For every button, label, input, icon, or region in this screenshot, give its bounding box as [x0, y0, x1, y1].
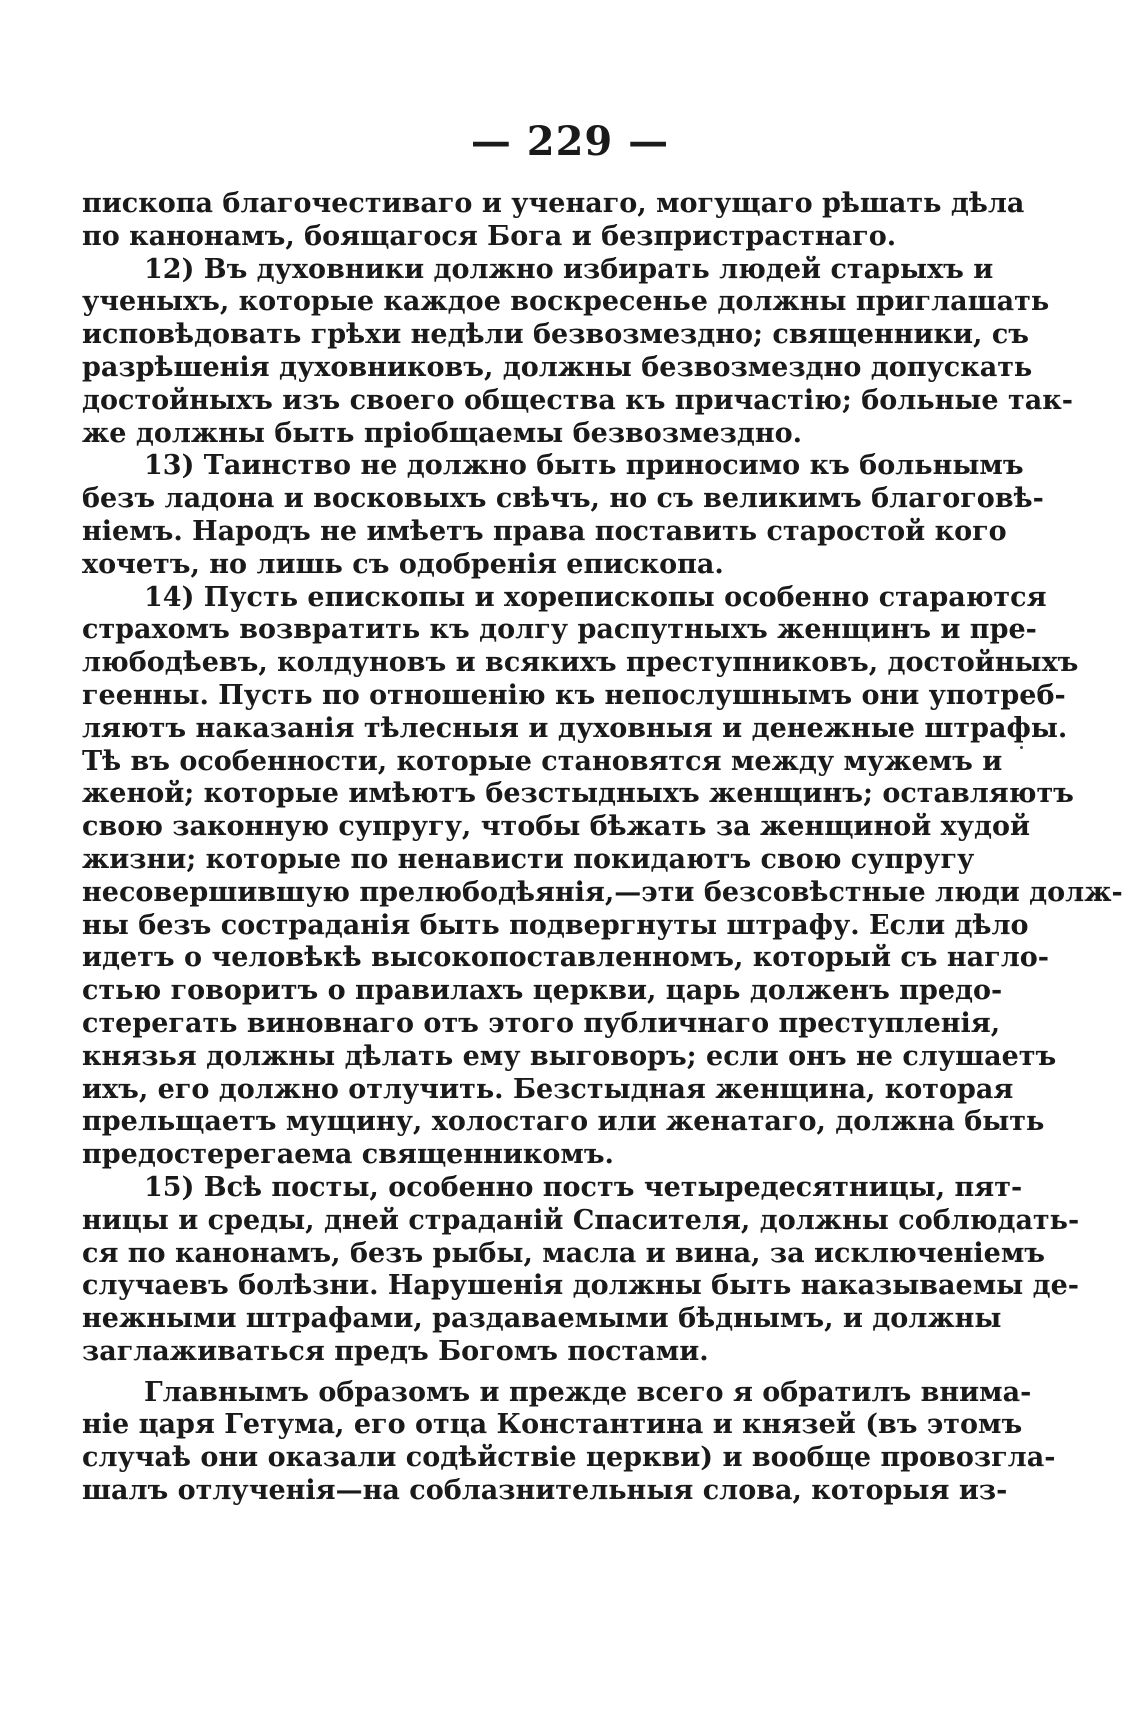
text-line: свою законную супругу, чтобы бѣжать за женщиной худой — [82, 811, 1031, 843]
text-line: предостерегаема священникомъ. — [82, 1139, 614, 1171]
text-line: случаевъ болѣзни. Нарушенія должны быть наказываемы де- — [82, 1270, 1079, 1302]
text-line: страхомъ возвратить къ долгу распутныхъ женщинъ и пре- — [82, 614, 1037, 646]
text-line: несовершившую прелюбодѣянія,—эти безсовѣстные люди долж- — [82, 876, 1123, 908]
body-text — [82, 188, 1123, 1508]
text-line: прельщаетъ мущину, холостаго или женатаго, должна быть — [82, 1106, 1045, 1138]
paragraph-spacer — [82, 1369, 908, 1377]
text-line: ны безъ состраданія быть подвергнуты штрафу. Если дѣло — [82, 909, 1029, 941]
text-line: же должны быть пріобщаемы безвозмездно. — [82, 417, 803, 449]
text-line: шалъ отлученія—на соблазнительныя слова, которыя из- — [82, 1475, 1008, 1507]
page-number: — 229 — — [470, 118, 670, 165]
text-line: ляютъ наказанія тѣлесныя и духовныя и денежные штрафы. — [82, 712, 1068, 744]
text-line: ся по канонамъ, безъ рыбы, масла и вина, за исключеніемъ — [82, 1237, 1045, 1269]
text-line: пископа благочестиваго и ученаго, могущаго рѣшать дѣла — [82, 188, 1025, 219]
text-line: ніе царя Гетума, его отца Константина и князей (въ этомъ — [82, 1409, 1023, 1441]
text-line: геенны. Пусть по отношенію къ непослушнымъ они употреб- — [82, 679, 1066, 711]
text-line: разрѣшенія духовниковъ, должны безвозмездно допускать — [82, 351, 1033, 383]
paragraph-narrative-start: Главнымъ образомъ и прежде всего я обратилъ внима- — [144, 1376, 1032, 1408]
scan-speck — [1020, 746, 1023, 749]
text-line: заглаживаться предъ Богомъ постами. — [82, 1335, 709, 1367]
text-line: безъ ладона и восковыхъ свѣчъ, но съ великимъ благоговѣ- — [82, 483, 1044, 515]
text-line: стью говоритъ о правилахъ церкви, царь долженъ предо- — [82, 975, 1003, 1007]
text-line: ницы и среды, дней страданій Спасителя, должны соблюдать- — [82, 1204, 1080, 1236]
text-line: князья должны дѣлать ему выговоръ; если онъ не слушаетъ — [82, 1040, 1057, 1072]
text-line: ихъ, его должно отлучить. Безстыдная женщина, которая — [82, 1073, 1014, 1105]
text-line: стерегать виновнаго отъ этого публичнаго преступленія, — [82, 1007, 1001, 1039]
text-line: жизни; которые по ненависти покидаютъ свою супругу — [82, 843, 975, 875]
text-line: любодѣевъ, колдуновъ и всякихъ преступниковъ, достойныхъ — [82, 647, 1079, 679]
text-line: ніемъ. Народъ не имѣетъ права поставить старостой кого — [82, 515, 1007, 547]
text-line: исповѣдовать грѣхи недѣли безвозмездно; священники, съ — [82, 319, 1029, 351]
text-line: достойныхъ изъ своего общества къ причастію; больные так- — [82, 384, 1073, 416]
paragraph-14-start: 14) Пусть епископы и хорепископы особенно стараются — [144, 581, 1047, 613]
text-line: идетъ о человѣкѣ высокопоставленномъ, который съ нагло- — [82, 942, 1049, 974]
paragraph-13-start: 13) Таинство не должно быть приносимо къ больнымъ — [144, 450, 1024, 482]
text-line: хочетъ, но лишь съ одобренія епископа. — [82, 548, 724, 580]
text-line: по канонамъ, боящагося Бога и безпристрастнаго. — [82, 220, 897, 252]
text-line: случаѣ они оказали содѣйствіе церкви) и вообще провозгла- — [82, 1442, 1056, 1474]
text-line: нежными штрафами, раздаваемыми бѣднымъ, и должны — [82, 1303, 1002, 1335]
text-line: женой; которые имѣютъ безстыдныхъ женщинъ; оставляютъ — [82, 778, 1074, 810]
paragraph-12-start: 12) Въ духовники должно избирать людей старыхъ и — [144, 253, 994, 285]
paragraph-15-start: 15) Всѣ посты, особенно постъ четыредесятницы, пят- — [144, 1171, 1023, 1203]
text-line: ученыхъ, которые каждое воскресенье должны приглашать — [82, 286, 1050, 318]
text-line: Тѣ въ особенности, которые становятся между мужемъ и — [82, 745, 1003, 777]
